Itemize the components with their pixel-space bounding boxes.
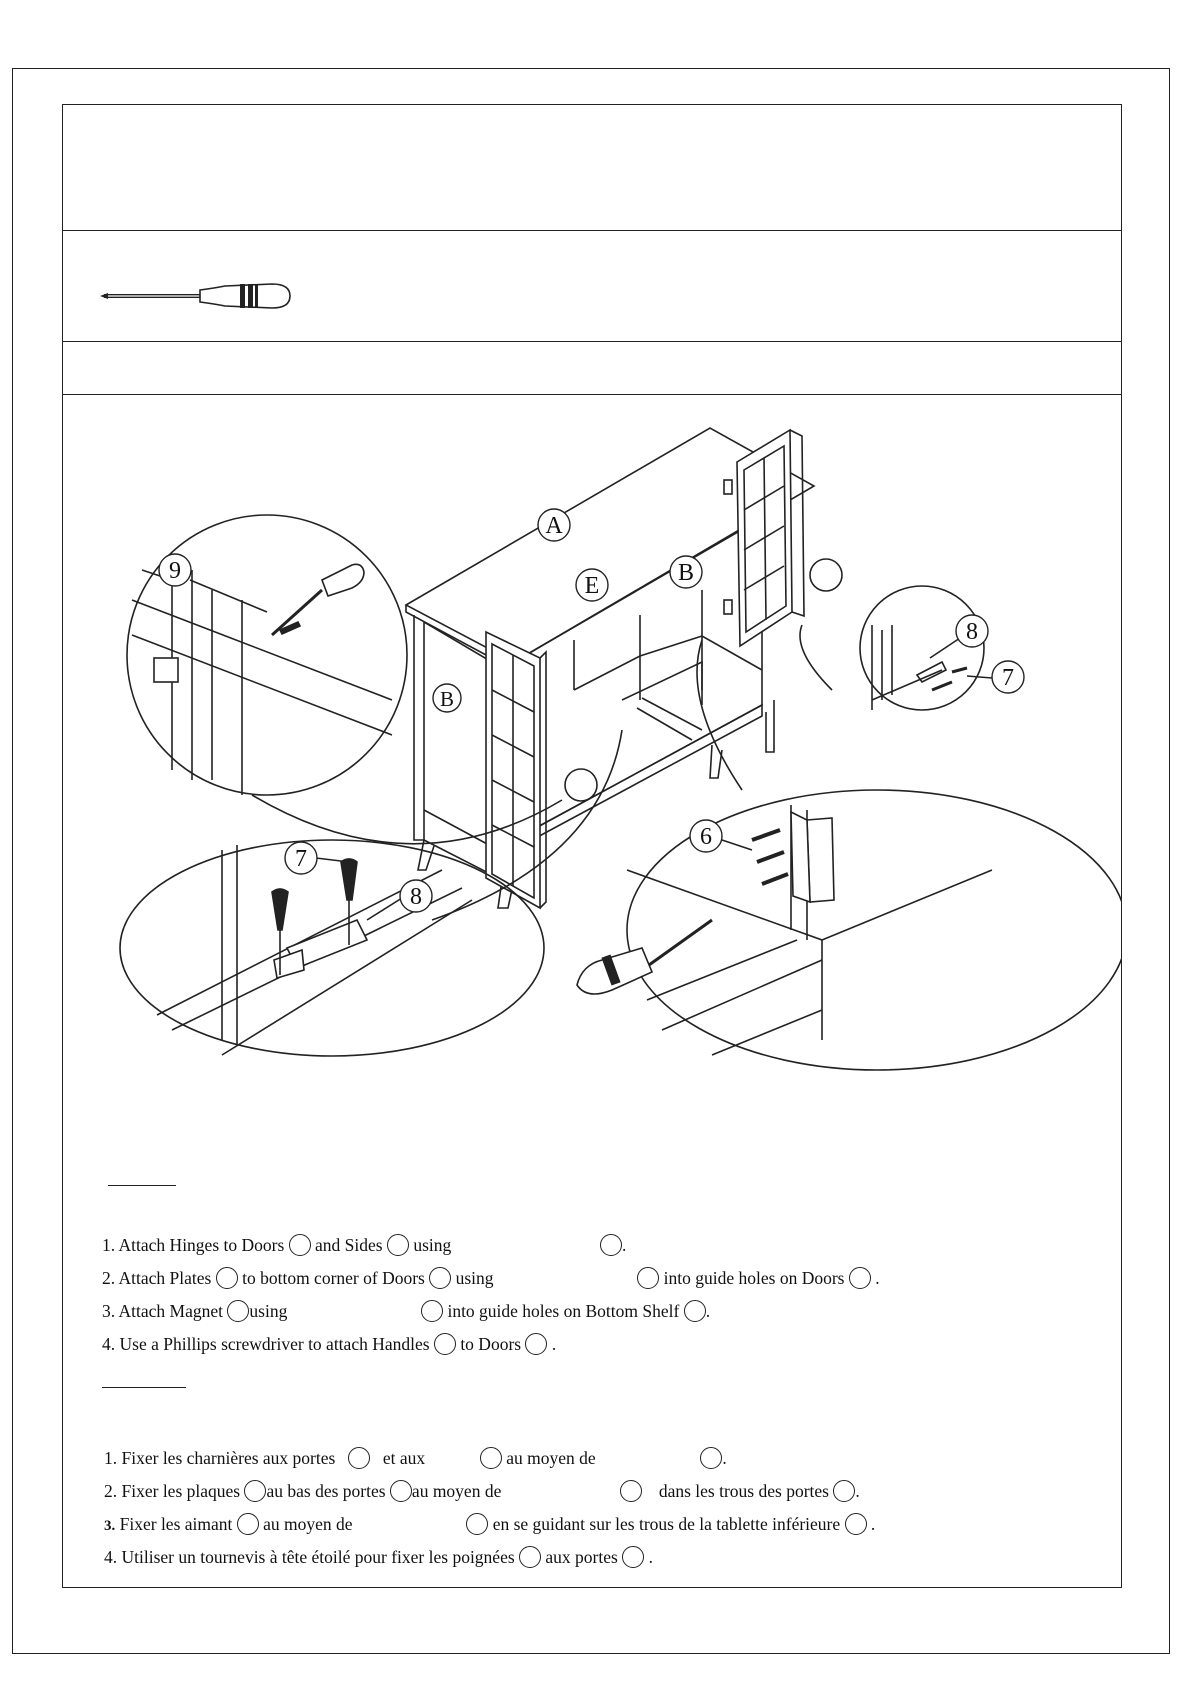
part-circle bbox=[700, 1447, 722, 1469]
label-b-right: B bbox=[677, 560, 695, 586]
part-circle bbox=[390, 1480, 412, 1502]
callout-6: 6 bbox=[700, 824, 712, 850]
part-circle bbox=[434, 1333, 456, 1355]
callout-9: 9 bbox=[169, 558, 181, 584]
french-step-4: 4. Utiliser un tournevis à tête étoilé pour fixer les poignées aux portes . bbox=[104, 1547, 653, 1567]
callout-7-bottom: 7 bbox=[295, 846, 307, 872]
part-circle bbox=[289, 1234, 311, 1256]
label-b-left: B bbox=[439, 687, 455, 711]
part-circle bbox=[387, 1234, 409, 1256]
part-circle bbox=[849, 1267, 871, 1289]
part-circle bbox=[244, 1480, 266, 1502]
callout-8-bottom: 8 bbox=[410, 884, 422, 910]
step-divider bbox=[62, 394, 1122, 395]
part-circle bbox=[620, 1480, 642, 1502]
french-step-1: 1. Fixer les charnières aux portes et aux au moyen de . bbox=[104, 1448, 727, 1468]
part-circle bbox=[480, 1447, 502, 1469]
part-circle bbox=[637, 1267, 659, 1289]
tools-divider bbox=[62, 341, 1122, 342]
label-a: A bbox=[545, 513, 563, 539]
english-heading-rule bbox=[108, 1185, 176, 1186]
part-circle bbox=[600, 1234, 622, 1256]
english-step-3: 3. Attach Magnet using into guide holes on Bottom Shelf . bbox=[102, 1301, 711, 1321]
part-circle bbox=[684, 1300, 706, 1322]
part-circle bbox=[845, 1513, 867, 1535]
english-step-2: 2. Attach Plates to bottom corner of Doors using into guide holes on Doors . bbox=[102, 1268, 880, 1288]
english-step-1: 1. Attach Hinges to Doors and Sides using . bbox=[102, 1235, 627, 1255]
part-circle bbox=[348, 1447, 370, 1469]
callout-7-top: 7 bbox=[1002, 665, 1014, 691]
callout-8-top: 8 bbox=[966, 619, 978, 645]
label-e: E bbox=[584, 573, 600, 599]
screwdriver-icon bbox=[100, 278, 295, 314]
part-circle bbox=[519, 1546, 541, 1568]
french-step-2: 2. Fixer les plaques au bas des portes au moyen de dans les trous des portes . bbox=[104, 1481, 860, 1501]
part-circle bbox=[429, 1267, 451, 1289]
part-circle bbox=[622, 1546, 644, 1568]
part-circle bbox=[525, 1333, 547, 1355]
part-circle bbox=[421, 1300, 443, 1322]
part-circle bbox=[216, 1267, 238, 1289]
english-step-4: 4. Use a Phillips screwdriver to attach Handles to Doors . bbox=[102, 1334, 557, 1354]
french-step-3: 3. Fixer les aimant au moyen de en se guidant sur les trous de la tablette inférieure . bbox=[104, 1514, 876, 1534]
french-heading-rule bbox=[102, 1387, 186, 1388]
header-divider bbox=[62, 230, 1122, 231]
part-circle bbox=[237, 1513, 259, 1535]
assembly-illustration bbox=[62, 400, 1122, 1160]
part-circle bbox=[833, 1480, 855, 1502]
part-circle bbox=[466, 1513, 488, 1535]
part-circle bbox=[227, 1300, 249, 1322]
